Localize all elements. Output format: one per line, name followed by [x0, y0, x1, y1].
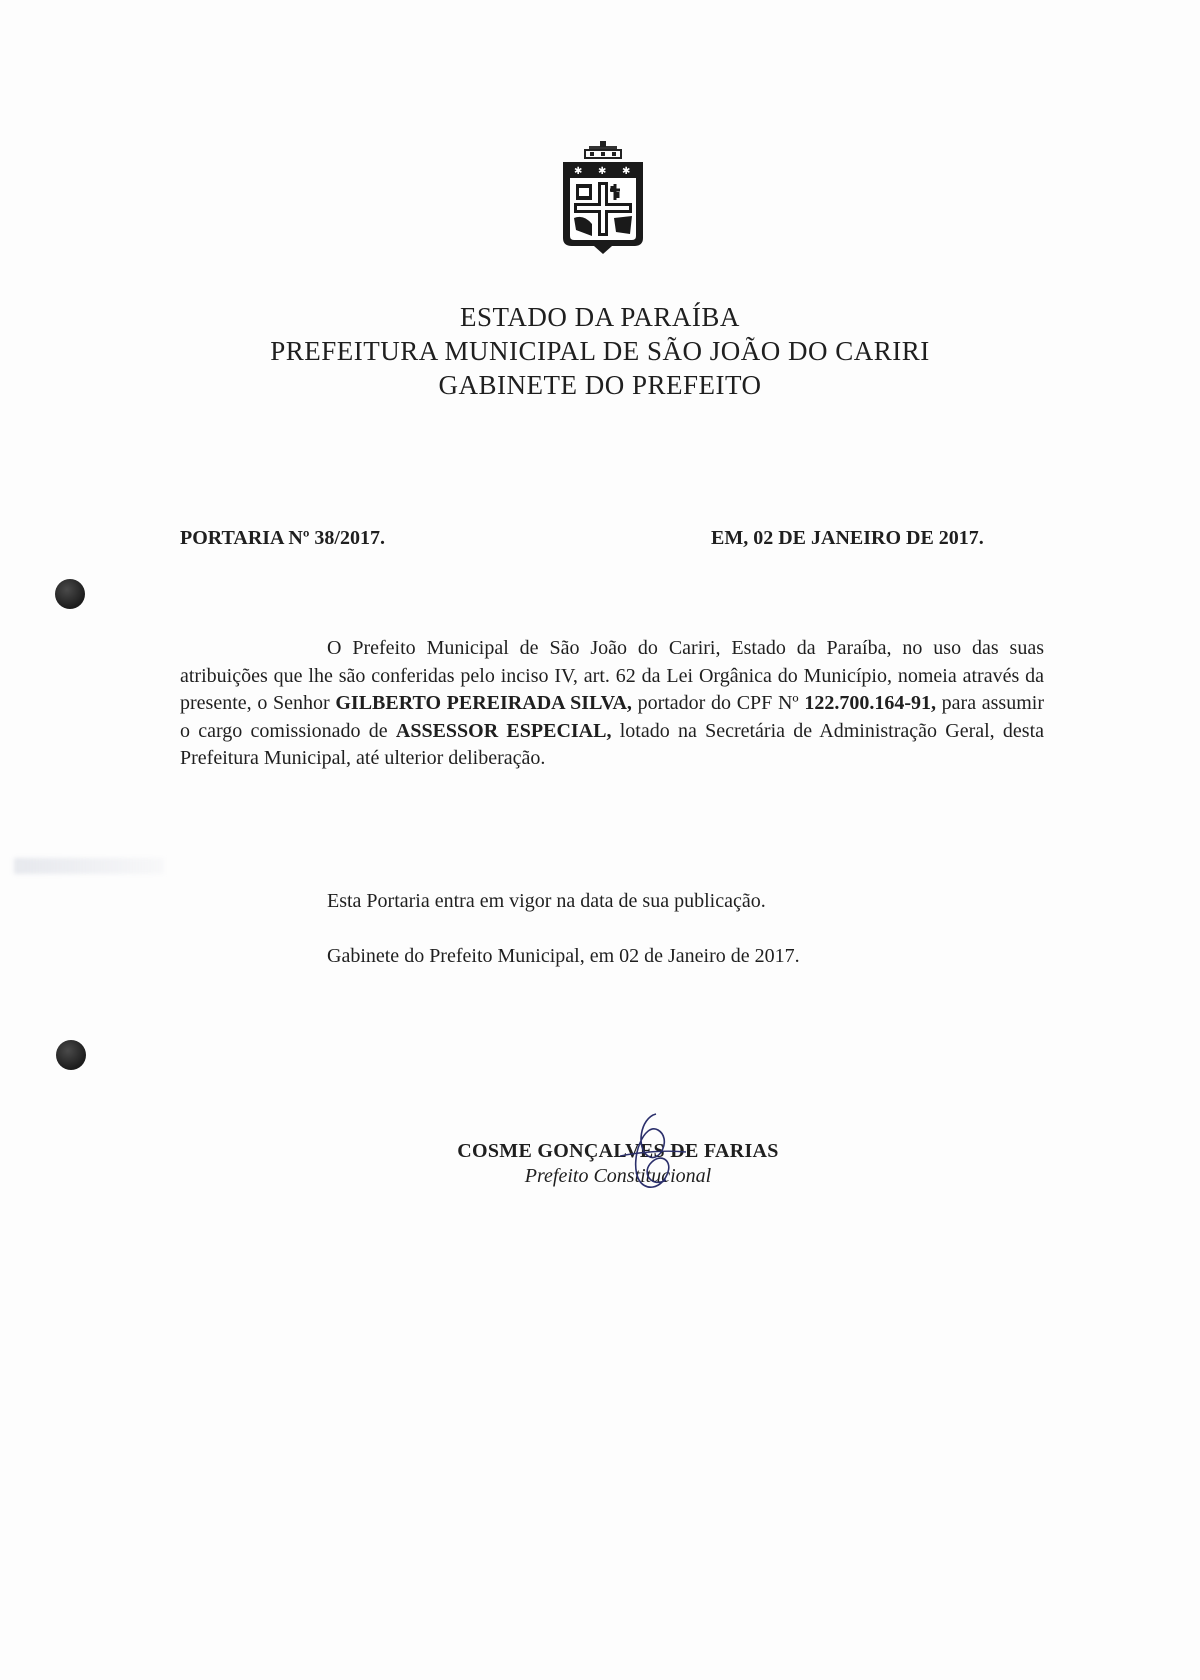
svg-text:✱: ✱ [574, 166, 583, 177]
portaria-number: PORTARIA Nº 38/2017. [180, 527, 385, 549]
body-cpf-label: portador do CPF Nº [631, 692, 805, 714]
scan-artifact [14, 858, 164, 874]
signatory-name: COSME GONÇALVES DE FARIAS [457, 1140, 779, 1162]
body-intro: O Prefeito Municipal de São João do Cariri, Estado da Paraíba, no uso das suas atribuições que lhe são conferidas pelo inciso IV, art. 62 da Lei Orgânica do Município, nomeia através da presente, o Senhor [180, 637, 1044, 714]
punch-hole-icon [56, 1040, 86, 1070]
body-conclusion: lotado na Secretária de Administração Geral, desta Prefeitura Municipal, até ulterior deliberação. [180, 719, 1045, 769]
handwritten-signature [610, 1108, 690, 1198]
decree-body [180, 635, 1044, 773]
body-position-intro: para assumir o cargo comissionado de [180, 692, 1044, 742]
svg-text:✱: ✱ [598, 166, 607, 177]
letterhead [0, 300, 1200, 402]
appointee-role: ASSESSOR ESPECIAL, [395, 719, 612, 742]
header-office: GABINETE DO PREFEITO [438, 370, 762, 400]
coat-of-arms-icon [560, 140, 646, 258]
svg-text:✱: ✱ [622, 166, 631, 177]
header-municipality: PREFEITURA MUNICIPAL DE SÃO JOÃO DO CARIRI [270, 336, 930, 366]
issued-at-clause: Gabinete do Prefeito Municipal, em 02 de Janeiro de 2017. [327, 945, 800, 967]
effective-clause: Esta Portaria entra em vigor na data de sua publicação. [327, 890, 766, 912]
portaria-date: EM, 02 DE JANEIRO DE 2017. [711, 527, 984, 549]
appointee-cpf: 122.700.164-91, [804, 692, 936, 714]
signatory-title: Prefeito Constitucional [524, 1165, 712, 1187]
header-state: ESTADO DA PARAÍBA [460, 302, 740, 332]
punch-hole-icon [55, 579, 85, 609]
appointee-name: GILBERTO PEREIRADA SILVA, [335, 692, 632, 714]
